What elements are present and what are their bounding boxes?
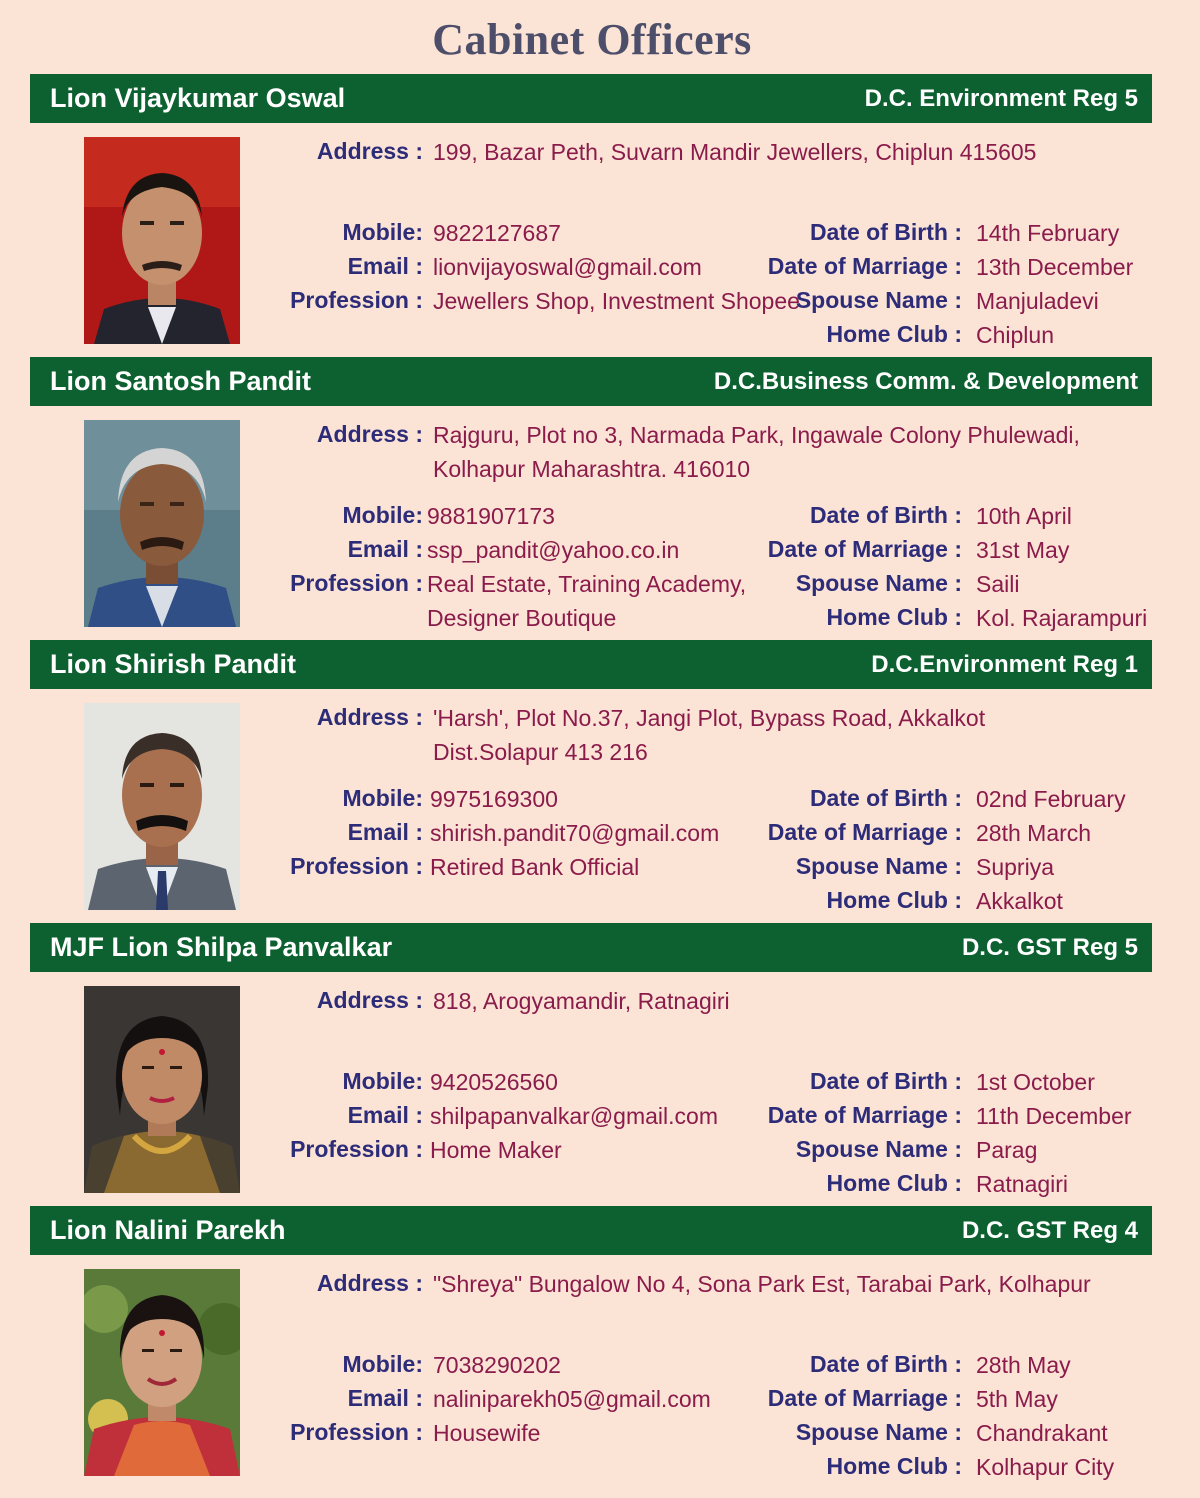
spouse-value: Parag xyxy=(976,1137,1038,1163)
officer-role: D.C.Business Comm. & Development xyxy=(713,368,1138,395)
officer-photo xyxy=(84,137,240,344)
address-line: 818, Arogyamandir, Ratnagiri xyxy=(433,988,730,1014)
profession-line: Designer Boutique xyxy=(427,605,617,631)
profession-label: Profession : xyxy=(290,1419,423,1445)
officer-card-shilpa xyxy=(30,923,1152,1207)
mobile-label: Mobile: xyxy=(342,785,423,811)
mobile-label: Mobile: xyxy=(342,1351,423,1377)
officer-header-bar xyxy=(30,357,1152,406)
address-line: 'Harsh', Plot No.37, Jangi Plot, Bypass Road, Akkalkot xyxy=(433,705,986,731)
address-label: Address : xyxy=(316,421,423,447)
profession-label: Profession : xyxy=(290,1136,423,1162)
mobile-label: Mobile: xyxy=(342,219,423,245)
spouse-label: Spouse Name : xyxy=(795,570,962,596)
dom-label: Date of Marriage : xyxy=(767,1102,962,1128)
club-value: Kol. Rajarampuri xyxy=(976,605,1148,631)
officer-name: Lion Nalini Parekh xyxy=(50,1215,286,1245)
profession-line: Retired Bank Official xyxy=(430,854,640,880)
dom-value: 13th December xyxy=(976,254,1134,280)
dom-value: 28th March xyxy=(976,820,1092,846)
club-label: Home Club : xyxy=(826,1170,962,1196)
club-value: Akkalkot xyxy=(976,888,1063,914)
club-value: Kolhapur City xyxy=(976,1454,1115,1480)
dob-value: 10th April xyxy=(976,503,1072,529)
officer-photo xyxy=(84,420,240,627)
dom-label: Date of Marriage : xyxy=(767,819,962,845)
dom-label: Date of Marriage : xyxy=(767,1385,962,1411)
email-label: Email : xyxy=(347,253,423,279)
officer-role: D.C. GST Reg 5 xyxy=(961,934,1138,961)
mobile-value: 9822127687 xyxy=(433,220,561,246)
officer-header-bar xyxy=(30,640,1152,689)
officer-card-santosh xyxy=(30,357,1152,641)
spouse-label: Spouse Name : xyxy=(795,1136,962,1162)
profession-line: Jewellers Shop, Investment Shopee xyxy=(433,288,800,314)
club-value: Chiplun xyxy=(976,322,1054,348)
profession-label: Profession : xyxy=(290,287,423,313)
dom-value: 31st May xyxy=(976,537,1070,563)
club-label: Home Club : xyxy=(826,321,962,347)
dob-value: 28th May xyxy=(976,1352,1071,1378)
email-label: Email : xyxy=(347,819,423,845)
officer-role: D.C.Environment Reg 1 xyxy=(871,651,1138,678)
officer-card-oswal xyxy=(30,74,1152,358)
dob-label: Date of Birth : xyxy=(809,785,962,811)
dob-label: Date of Birth : xyxy=(809,502,962,528)
dob-value: 1st October xyxy=(976,1069,1095,1095)
officer-name: Lion Santosh Pandit xyxy=(50,366,311,396)
officer-name: Lion Shirish Pandit xyxy=(50,649,297,679)
mobile-value: 9420526560 xyxy=(430,1069,558,1095)
address-line: "Shreya" Bungalow No 4, Sona Park Est, Tarabai Park, Kolhapur xyxy=(433,1271,1091,1297)
mobile-value: 7038290202 xyxy=(433,1352,561,1378)
spouse-value: Saili xyxy=(976,571,1020,597)
dob-label: Date of Birth : xyxy=(809,1068,962,1094)
club-label: Home Club : xyxy=(826,1453,962,1479)
address-line: Rajguru, Plot no 3, Narmada Park, Ingawale Colony Phulewadi, xyxy=(433,422,1080,448)
officer-name: Lion Vijaykumar Oswal xyxy=(50,83,346,113)
officer-card-nalini xyxy=(30,1206,1152,1490)
address-line: 199, Bazar Peth, Suvarn Mandir Jewellers, Chiplun 415605 xyxy=(433,139,1037,165)
address-label: Address : xyxy=(316,987,423,1013)
address-label: Address : xyxy=(316,138,423,164)
spouse-value: Chandrakant xyxy=(976,1420,1108,1446)
officer-photo xyxy=(84,703,240,910)
officer-name: MJF Lion Shilpa Panvalkar xyxy=(50,932,393,962)
club-label: Home Club : xyxy=(826,604,962,630)
profession-line: Real Estate, Training Academy, xyxy=(427,571,747,597)
page-title: Cabinet Officers xyxy=(432,15,752,64)
officer-header-bar xyxy=(30,1206,1152,1255)
club-value: Ratnagiri xyxy=(976,1171,1069,1197)
mobile-label: Mobile: xyxy=(342,502,423,528)
spouse-label: Spouse Name : xyxy=(795,853,962,879)
dom-value: 11th December xyxy=(976,1103,1132,1129)
officer-header-bar xyxy=(30,74,1152,123)
mobile-label: Mobile: xyxy=(342,1068,423,1094)
spouse-label: Spouse Name : xyxy=(795,287,962,313)
club-label: Home Club : xyxy=(826,887,962,913)
address-label: Address : xyxy=(316,704,423,730)
email-label: Email : xyxy=(347,1385,423,1411)
officer-photo xyxy=(84,986,240,1193)
mobile-value: 9881907173 xyxy=(427,503,555,529)
dom-value: 5th May xyxy=(976,1386,1058,1412)
profession-line: Housewife xyxy=(433,1420,541,1446)
email-label: Email : xyxy=(347,536,423,562)
email-value: ssp_pandit@yahoo.co.in xyxy=(427,537,680,563)
dob-label: Date of Birth : xyxy=(809,219,962,245)
spouse-value: Supriya xyxy=(976,854,1054,880)
officer-photo xyxy=(84,1269,240,1476)
dob-value: 02nd February xyxy=(976,786,1126,812)
address-line: Kolhapur Maharashtra. 416010 xyxy=(433,456,751,482)
dom-label: Date of Marriage : xyxy=(767,536,962,562)
profession-label: Profession : xyxy=(290,853,423,879)
officer-role: D.C. GST Reg 4 xyxy=(961,1217,1138,1244)
spouse-value: Manjuladevi xyxy=(976,288,1099,314)
dob-value: 14th February xyxy=(976,220,1120,246)
email-value: shirish.pandit70@gmail.com xyxy=(430,820,720,846)
email-value: lionvijayoswal@gmail.com xyxy=(433,254,702,280)
email-label: Email : xyxy=(347,1102,423,1128)
email-value: shilpapanvalkar@gmail.com xyxy=(430,1103,718,1129)
officer-header-bar xyxy=(30,923,1152,972)
spouse-label: Spouse Name : xyxy=(795,1419,962,1445)
dob-label: Date of Birth : xyxy=(809,1351,962,1377)
mobile-value: 9975169300 xyxy=(430,786,558,812)
profession-line: Home Maker xyxy=(430,1137,562,1163)
dom-label: Date of Marriage : xyxy=(767,253,962,279)
officer-card-shirish xyxy=(30,640,1152,924)
email-value: naliniparekh05@gmail.com xyxy=(433,1386,711,1412)
address-line: Dist.Solapur 413 216 xyxy=(433,739,648,765)
profession-label: Profession : xyxy=(290,570,423,596)
address-label: Address : xyxy=(316,1270,423,1296)
officer-role: D.C. Environment Reg 5 xyxy=(864,85,1138,112)
